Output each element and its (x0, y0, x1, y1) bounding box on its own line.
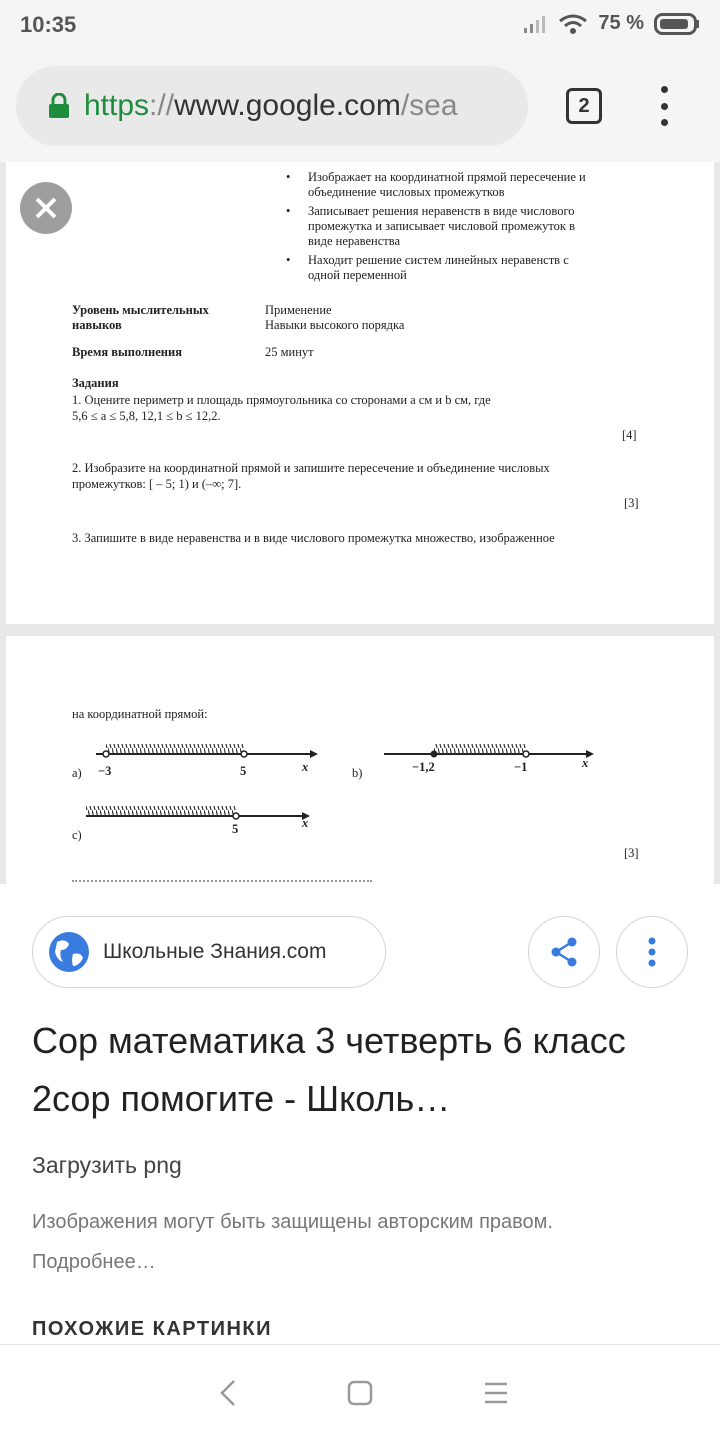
status-icons (522, 12, 700, 35)
source-chip[interactable] (32, 916, 386, 988)
share-button[interactable] (528, 916, 600, 988)
line-b-label: b) (352, 766, 363, 780)
menu-lines-icon (483, 1381, 509, 1405)
number-line-c (84, 798, 314, 844)
bullet-2: • Записывает решения неравенств в виде числового (308, 204, 575, 219)
bullet-2-cont: промежутка и записывает числовой промежуток в (308, 219, 576, 233)
close-icon (34, 196, 58, 220)
level-value: Применение (265, 303, 332, 317)
battery-icon (654, 13, 700, 35)
document-page-1 (6, 162, 714, 624)
task-2-marks: [3] (624, 496, 639, 510)
more-options-button[interactable] (616, 916, 688, 988)
line-c-label: c) (72, 828, 82, 842)
task-1-marks: [4] (622, 428, 637, 442)
number-line-b (382, 736, 602, 782)
task-1: 1. Оцените периметр и площадь прямоугольника со сторонами a см и b см, где (72, 393, 491, 407)
recents-button[interactable] (478, 1375, 514, 1411)
lock-icon (48, 93, 70, 119)
back-icon (218, 1378, 238, 1408)
level-value-cont: Навыки высокого порядка (265, 318, 405, 332)
time-label: Время выполнения (72, 345, 182, 359)
task-1-cont: 5,6 ≤ a ≤ 5,8, 12,1 ≤ b ≤ 12,2. (72, 409, 221, 423)
bullet-3: • Находит решение систем линейных неравенств с (308, 253, 569, 268)
url-text: https://www.google.com/sea (84, 89, 458, 122)
level-label: Уровень мыслительных (72, 303, 209, 317)
share-icon (548, 936, 580, 968)
document-page-2 (6, 636, 714, 884)
line-c-axis: x (302, 816, 309, 830)
back-button[interactable] (210, 1375, 246, 1411)
task-3: 3. Запишите в виде неравенства и в виде числового промежутка множество, изображенное (72, 531, 555, 545)
line-b-axis: x (582, 756, 589, 770)
tab-switcher-button[interactable]: 2 (566, 88, 602, 124)
line-b-right: −1 (514, 760, 528, 774)
close-preview-button[interactable] (20, 182, 72, 234)
task-2-cont: промежутков: [ – 5; 1) и (–∞; 7]. (72, 477, 242, 491)
bullet-1: • Изображает на координатной прямой пересечение и (308, 170, 586, 185)
download-link[interactable]: Загрузить png (32, 1152, 182, 1178)
image-title[interactable]: Сор математика 3 четверть 6 класс 2сор помогите - Школь… (32, 1020, 626, 1119)
clock: 10:35 (20, 12, 77, 37)
browser-toolbar (0, 52, 720, 162)
system-nav-bar (0, 1344, 720, 1440)
battery-percent: 75 % (598, 12, 644, 34)
line-b-left: −1,2 (412, 760, 435, 774)
line-a-label: a) (72, 766, 82, 780)
bullet-2-cont2: виде неравенства (308, 234, 401, 248)
number-line-a (92, 736, 322, 782)
source-name: Школьные Знания.com (103, 940, 327, 963)
globe-icon (49, 932, 89, 972)
wifi-icon (558, 13, 588, 35)
copyright-notice[interactable]: Изображения могут быть защищены авторским правом. Подробнее… (32, 1211, 553, 1273)
image-info-panel (0, 884, 720, 1344)
bullet-3-cont: одной переменной (308, 268, 407, 282)
task-2: 2. Изобразите на координатной прямой и запишите пересечение и объединение числовых (72, 461, 550, 475)
level-label-cont: навыков (72, 318, 122, 332)
line-c-right: 5 (232, 822, 239, 836)
line-a-right: 5 (240, 764, 247, 778)
bullet-1-cont: объединение числовых промежутков (308, 185, 505, 199)
more-vert-icon (647, 936, 657, 968)
browser-menu-button[interactable] (646, 86, 682, 126)
status-bar (0, 0, 720, 52)
time-value: 25 минут (265, 345, 314, 359)
task-3-marks: [3] (624, 846, 639, 860)
home-button[interactable] (342, 1375, 378, 1411)
signal-icon (522, 14, 548, 34)
home-icon (347, 1380, 373, 1406)
line-a-axis: x (302, 760, 309, 774)
task-3-cont: на координатной прямой: (72, 707, 208, 721)
similar-images-heading: ПОХОЖИЕ КАРТИНКИ (32, 1318, 272, 1340)
tasks-heading: Задания (72, 376, 119, 390)
address-bar[interactable] (16, 66, 528, 146)
line-a-left: −3 (98, 764, 112, 778)
image-preview[interactable] (0, 162, 720, 884)
